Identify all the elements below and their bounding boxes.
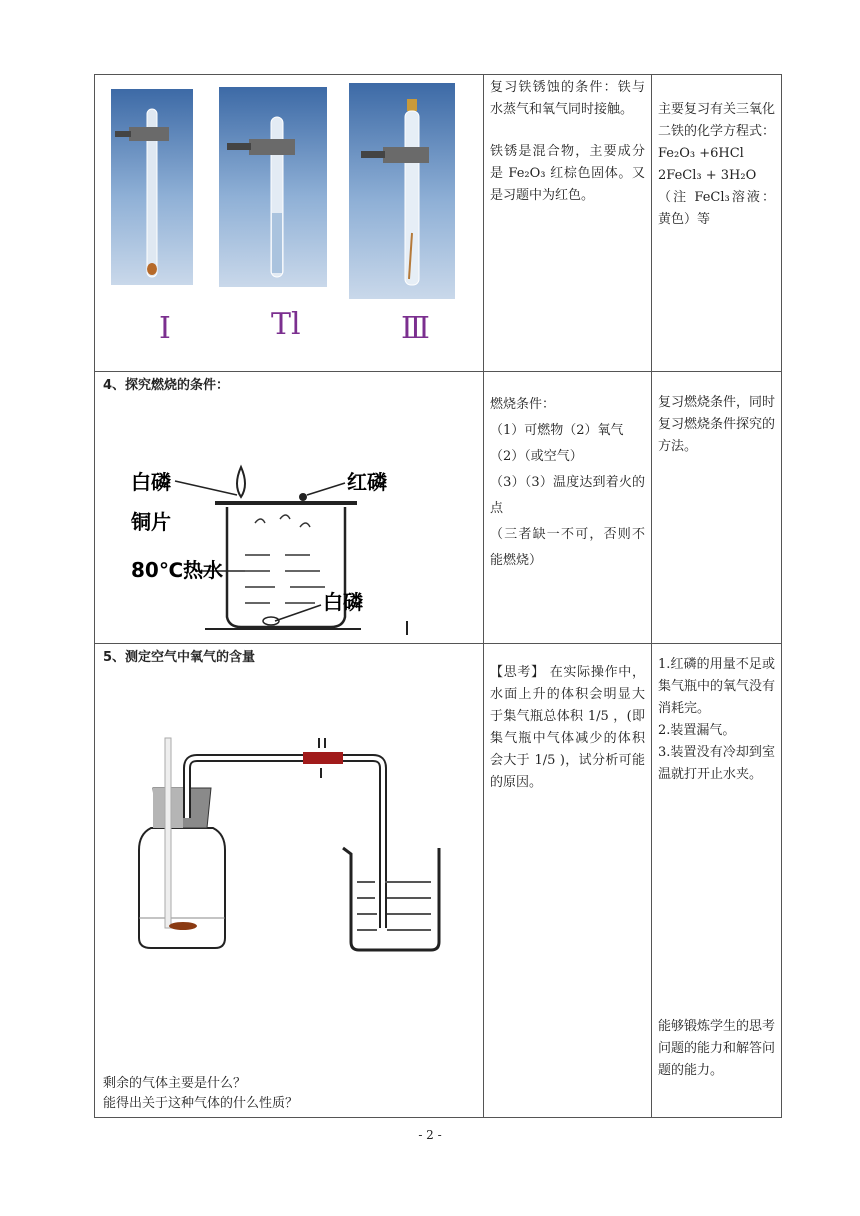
ability-note: 能够锻炼学生的思考问题的能力和解答问题的能力。: [658, 1019, 776, 1078]
oxygen-content-cell: [95, 644, 484, 1118]
page-number: - 2 -: [418, 1128, 442, 1142]
label-copper-sheet: 铜片: [131, 510, 171, 534]
table-row: [95, 644, 782, 1118]
question-2: 能得出关于这种气体的什么性质？: [103, 1096, 299, 1111]
rust-text-1: 复习铁锈蚀的条件：铁与水蒸气和氧气同时接触。: [490, 80, 645, 117]
test-tube-photo-2: [219, 87, 327, 287]
label-roman-1: I: [159, 311, 171, 346]
review-note-text: 主要复习有关三氧化二铁的化学方程式：: [658, 102, 776, 139]
label-white-phosphorus: 白磷: [131, 470, 171, 494]
combustion-review-cell: [652, 372, 782, 644]
rust-text-2: 铁锈是混合物，主要成分是 Fe₂O₃ 红棕色固体。又是习题中为红色。: [490, 144, 645, 203]
reason-3: 3.装置没有冷却到室温就打开止水夹。: [658, 745, 775, 782]
test-tube-photo-3: [349, 83, 455, 299]
combustion-text-title: 燃烧条件：: [490, 397, 556, 412]
label-roman-2: Tl: [271, 307, 301, 342]
reason-1: 1.红磷的用量不足或集气瓶中的氧气没有消耗完。: [658, 657, 776, 716]
combustion-review-text: 复习燃烧条件，同时复习燃烧条件探究的方法。: [658, 395, 776, 454]
combustion-conditions-cell: [484, 372, 652, 644]
equation-line-1: Fe₂O₃ +6HCl: [658, 146, 744, 161]
combustion-text-1: （1）可燃物（2）氧气: [490, 423, 624, 438]
reasons-cell: [652, 644, 782, 1118]
equation-line-2: 2FeCl₃ + 3H₂O: [658, 168, 757, 183]
combustion-apparatus-diagram: [95, 395, 481, 635]
rust-conditions-cell: [484, 75, 652, 372]
oxygen-measure-apparatus-diagram: [95, 668, 481, 968]
combustion-text-2: （2）（或空气）: [490, 449, 583, 464]
test-tube-photo-1: [111, 89, 193, 285]
equation-note: （注 FeCl₃溶液：黄色）等: [658, 190, 775, 227]
test-tube-icon: [111, 89, 193, 285]
experiment-photos-cell: [95, 75, 484, 372]
label-hot-water: 80℃热水: [131, 558, 224, 582]
section-heading-5: 5、测定空气中氧气的含量: [103, 650, 256, 665]
label-white-phosphorus-2: 白磷: [323, 590, 363, 614]
table-row: [95, 75, 782, 372]
reason-2: 2.装置漏气。: [658, 723, 736, 738]
test-tube-icon: [219, 87, 327, 287]
think-question-text: 【思考】 在实际操作中， 水面上升的体积会明显大于集气瓶总体积 1/5 ，(即集气瓶中气体减少的体积会大于 1/5 )，试分析可能的原因。: [490, 665, 645, 790]
table-row: [95, 372, 782, 644]
think-question-cell: [484, 644, 652, 1118]
combustion-text-4: （三者缺一不可，否则不能燃烧）: [490, 527, 645, 568]
label-roman-3: Ⅲ: [401, 311, 430, 346]
question-1: 剩余的气体主要是什么？: [103, 1076, 247, 1091]
combustion-text-3: （3）（3）温度达到着火的点: [490, 475, 645, 516]
test-tube-icon: [349, 83, 455, 299]
label-red-phosphorus: 红磷: [347, 470, 387, 494]
section-heading-4: 4、探究燃烧的条件：: [103, 378, 230, 393]
lesson-table: [94, 74, 782, 1118]
combustion-cell: [95, 372, 484, 644]
review-note-cell: [652, 75, 782, 372]
